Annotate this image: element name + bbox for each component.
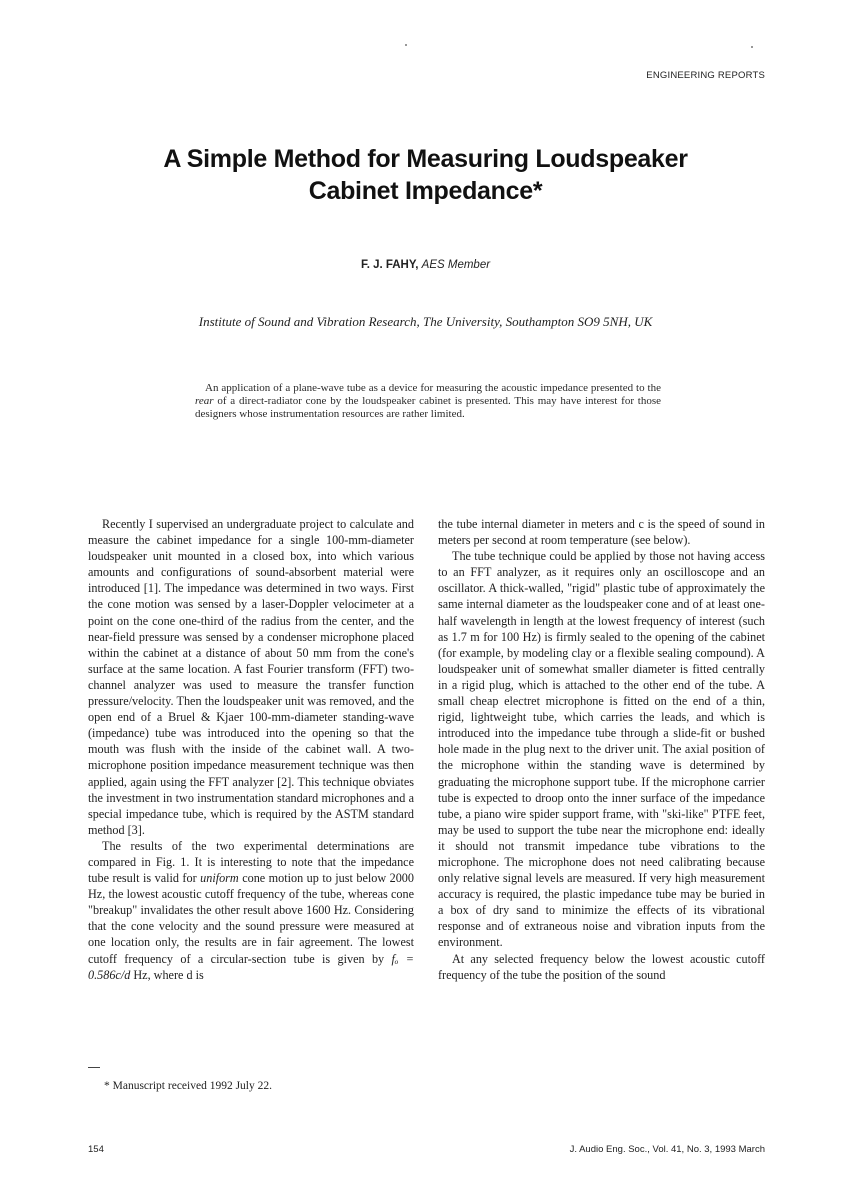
body-text: cone motion up to just below 2000 Hz, the lowest acoustic cutoff frequency of the tube, whereas cone "breakup" invalidates the other result above 1600 Hz. Considering that the cone velocity and the sound pressure were measured at one location only, the results are in fair agreement. The lowest cutoff frequency of a circular-section tube is given by — [88, 871, 414, 966]
journal-citation: J. Audio Eng. Soc., Vol. 41, No. 3, 1993 March — [569, 1144, 765, 1155]
body-column-right — [438, 516, 765, 983]
abstract-emphasis: rear — [195, 395, 214, 408]
body-paragraph: At any selected frequency below the lowest acoustic cutoff frequency of the tube the position of the sound — [438, 951, 765, 982]
abstract-text-start: An application of a plane-wave tube as a device for measuring the acoustic impedance presented to the — [205, 382, 661, 394]
body-paragraph: Recently I supervised an undergraduate project to calculate and measure the cabinet impedance for a single 100-mm-diameter loudspeaker unit mounted in a closed box, into which various amounts and configurations of sound-absorbent material were introduced [1]. The impedance was determined in two ways. First the cone motion was sensed by a laser-Doppler velocimeter at a point on the cone one-third of the radius from the center, and the near-field pressure was sensed by a condenser microphone placed within the cabinet at a distance of about 50 mm from the cone's surface at the same location. A fast Fourier transform (FFT) two-channel analyzer was used to measure the transfer function pressure/velocity. Then the loudspeaker unit was removed, and the open end of a Bruel & Kjaer 100-mm-diameter standing-wave (impedance) tube was introduced into the opening so that the mouth was flush with the inside of the cabinet wall. A two-microphone position impedance measurement technique was then applied, again using the FFT analyzer [2]. This technique obviates the investment in two instrumentation standard microphones and a special impedance tube, which is required by the ASTM standard method [3]. — [88, 517, 414, 837]
body-paragraph: The tube technique could be applied by those not having access to an FFT analyzer, as it requires only an oscilloscope and an oscillator. A thick-walled, "rigid" plastic tube of approximately the same internal diameter as the loudspeaker cone and of at least one-half wavelength in length at the lowest frequency of interest (such as 1.7 m for 100 Hz) is firmly sealed to the opening of the cabinet (for example, by modeling clay or a flexible sealing compound). A loudspeaker unit of somewhat smaller diameter is fitted centrally in a rigid plug, which is attached to the other end of the tube. A small cheap electret microphone is fitted on the end of a thin, rigid, lightweight tube, which carries the leads, and which is introduced into the impedance tube through a slide-fit or bushed hole made in the plug next to the driver unit. The axial position of the microphone within the standing wave is determined by graduating the microphone support tube. If the microphone carrier tube is expected to droop onto the inner surface of the impedance tube, a piano wire spider support frame, with "ski-like" PTFE feet, may be used to support the tube near the microphone end: ideally it should not transmit impedance tube vibrations to the microphone. The microphone does not need calibrating because only relative signal levels are measured. If very high measurement accuracy is required, the plastic impedance tube may be buried in a box of dry sand to minimize the effects of its vibrational response and of extraneous noise and vibration inputs from the environment. — [438, 549, 765, 950]
author-name: F. J. FAHY, — [360, 259, 419, 271]
title-line-2: Cabinet Impedance* — [308, 177, 543, 205]
title-line-1: A Simple Method for Measuring Loudspeaker — [163, 145, 688, 173]
body-text: The results of the two experimental determinations are compared in Fig. 1. It is interesting to note that the impedance tube result is valid for — [88, 838, 414, 886]
author-line — [0, 259, 851, 271]
body-emphasis: uniform — [200, 871, 239, 886]
body-paragraph: the tube internal diameter in meters and c is the speed of sound in meters per second at room temperature (see below). — [438, 517, 765, 548]
author-affiliation: Institute of Sound and Vibration Research, The University, Southampton SO9 5NH, UK — [198, 314, 653, 329]
abstract-text-end: of a direct-radiator cone by the loudspeaker cabinet is presented. This may have interest for those designers whose instrumentation resources are rather limited. — [195, 395, 661, 421]
scan-speck — [405, 44, 407, 46]
body-column-left — [88, 516, 414, 983]
page-number: 154 — [88, 1144, 104, 1155]
article-title — [100, 143, 751, 207]
body-paragraph — [88, 838, 414, 983]
cutoff-formula: fₒ = 0.586c/d — [88, 951, 415, 982]
author-membership: AES Member — [421, 259, 491, 271]
running-header: ENGINEERING REPORTS — [646, 70, 765, 81]
scan-speck — [751, 46, 753, 48]
body-text: Hz, where d is — [130, 967, 204, 982]
footnote-rule — [88, 1067, 100, 1068]
abstract — [195, 382, 661, 422]
footnote: * Manuscript received 1992 July 22. — [104, 1080, 272, 1092]
